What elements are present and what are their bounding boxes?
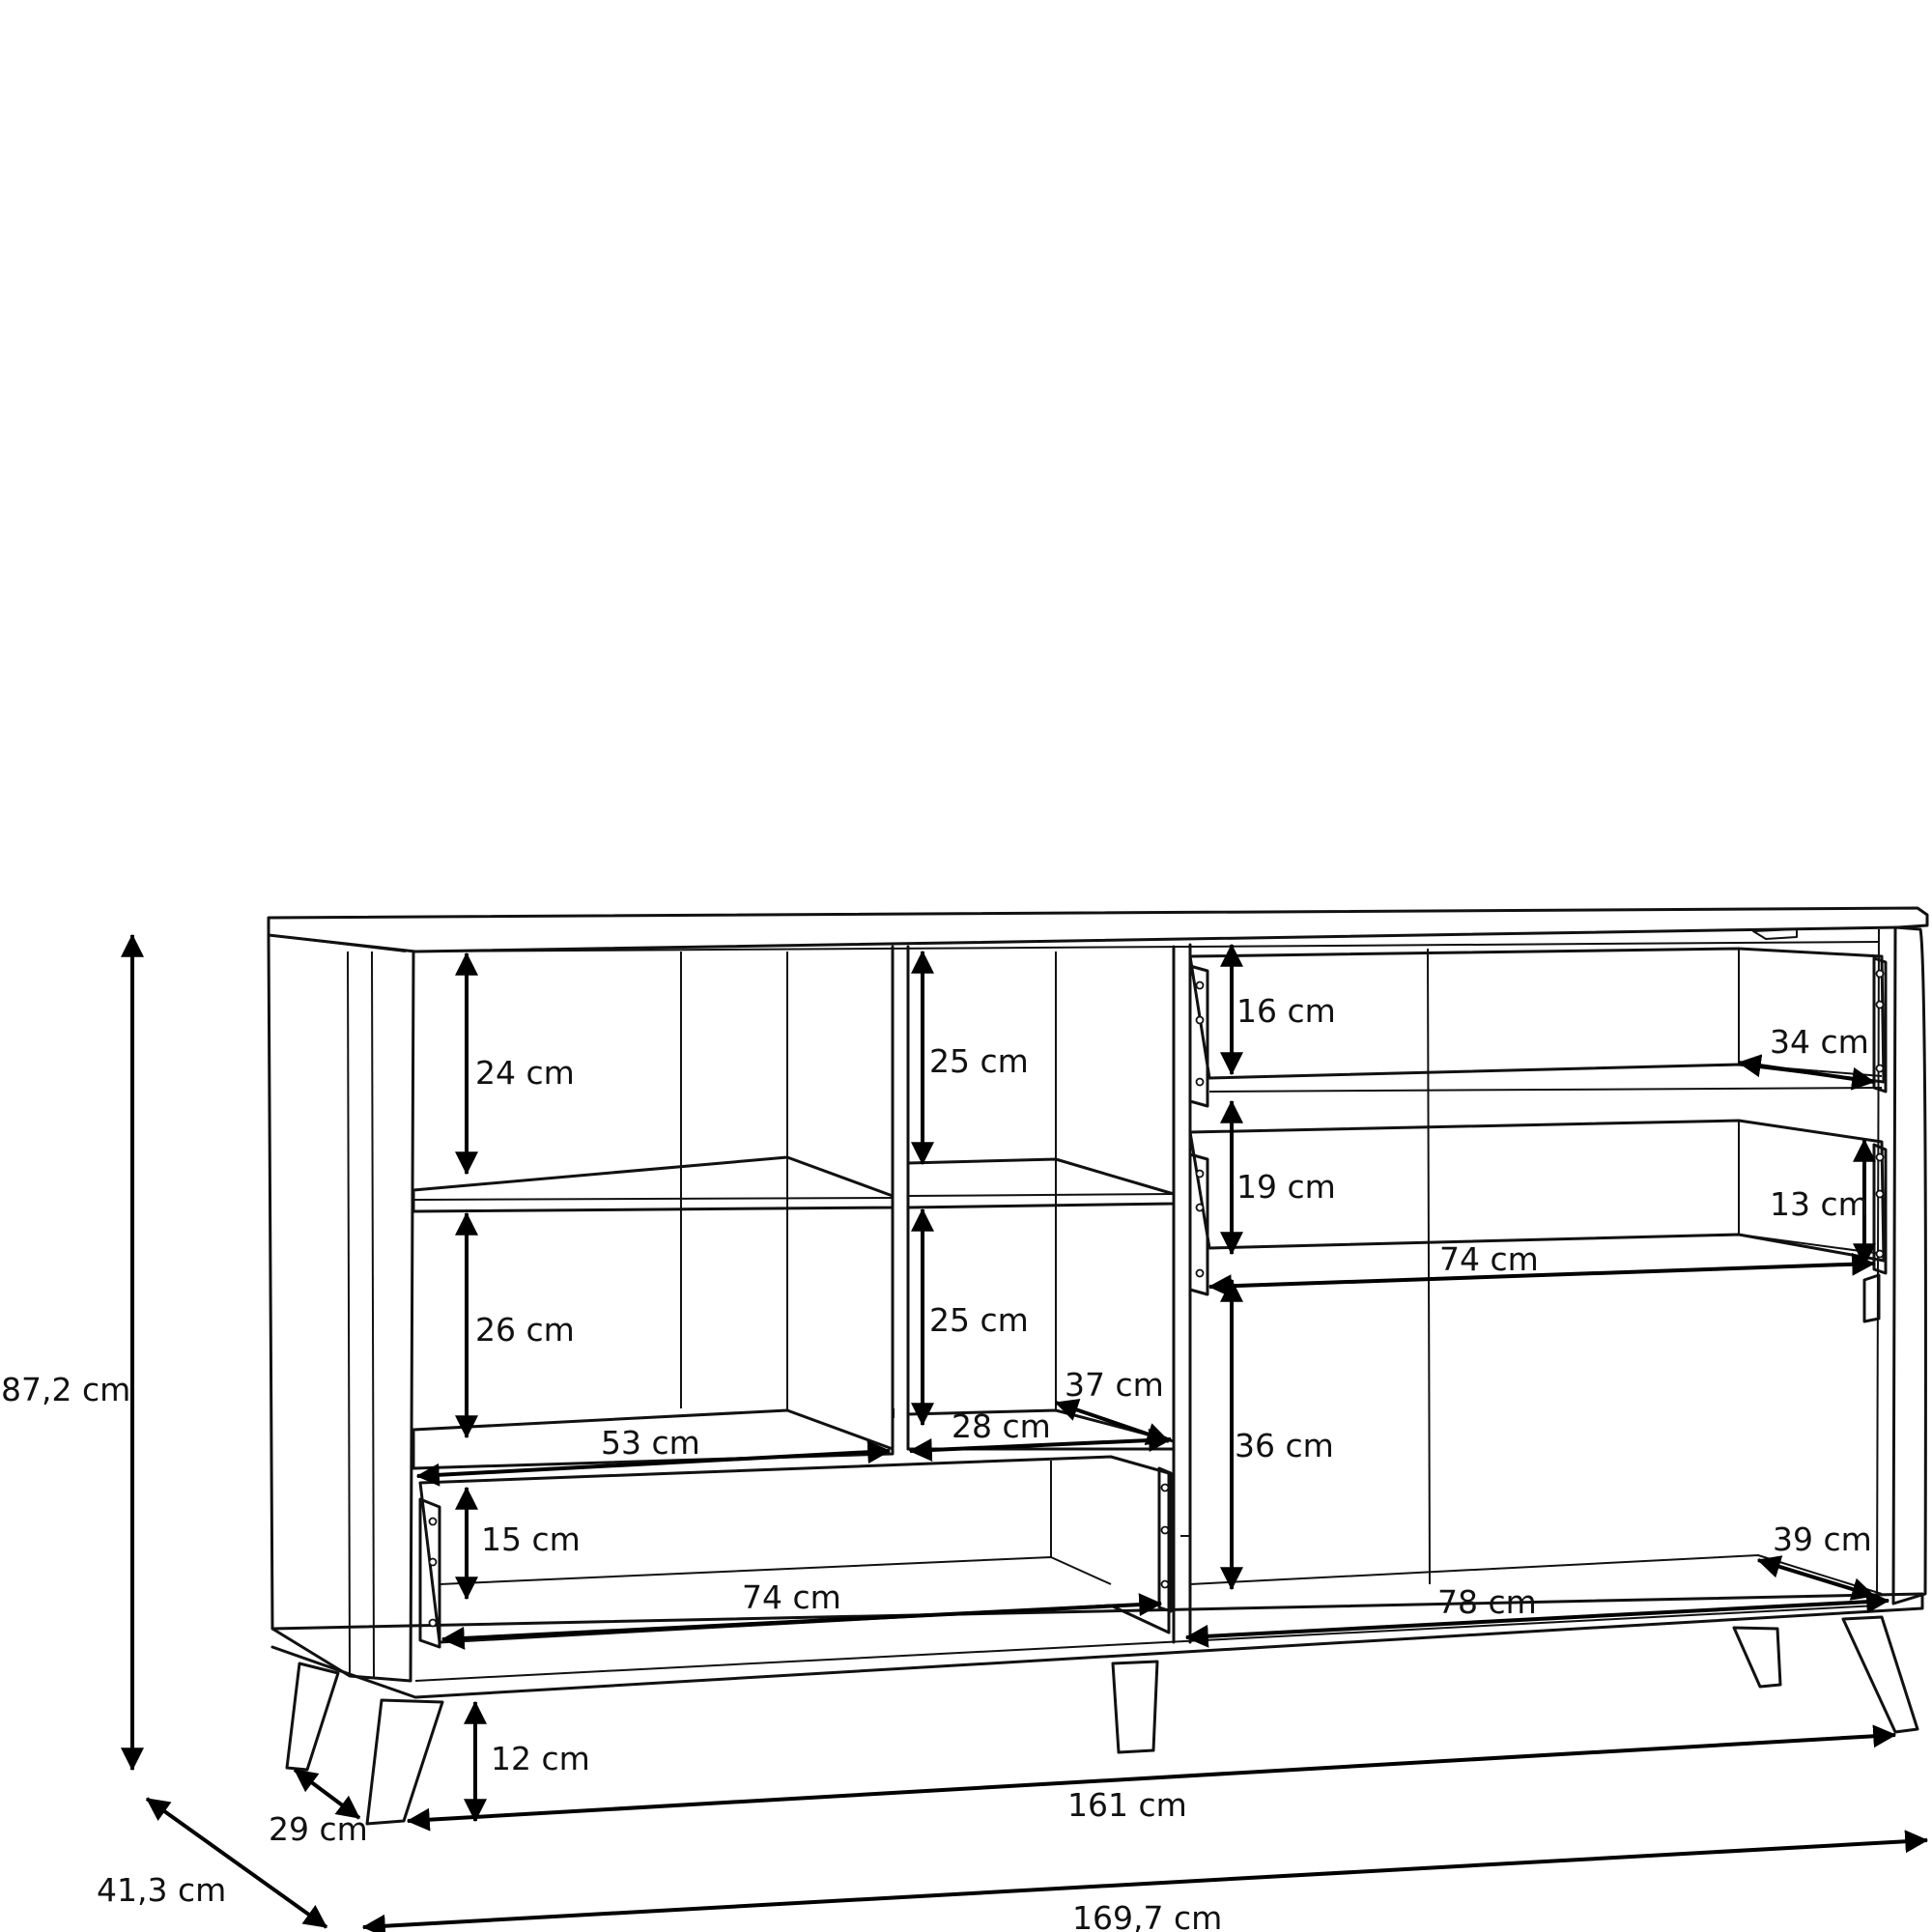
left-side-panel xyxy=(269,935,413,1681)
middle-compartment-depth-label: 37 cm xyxy=(1065,1366,1164,1404)
interior-structure xyxy=(413,942,1879,1642)
middle-compartment-depth-arrow xyxy=(1056,1403,1169,1441)
bottom-drawer-height-label: 15 cm xyxy=(481,1520,581,1558)
overall-width-label: 169,7 cm xyxy=(1072,1899,1223,1932)
leg-span-width-label: 161 cm xyxy=(1067,1786,1187,1824)
middle-compartment-width-label: 28 cm xyxy=(952,1407,1051,1445)
right-compartment-width-label: 78 cm xyxy=(1437,1583,1537,1621)
leg-depth-label: 29 cm xyxy=(269,1810,368,1848)
left-compartment-width-label: 53 cm xyxy=(601,1424,700,1462)
overall-depth-label: 41,3 cm xyxy=(97,1871,227,1909)
second-drawer-inner-height-label: 13 cm xyxy=(1770,1185,1869,1223)
bottom-plinth xyxy=(272,1594,1922,1697)
top-drawer-height-label: 16 cm xyxy=(1236,992,1336,1030)
second-drawer-width-label: 74 cm xyxy=(1439,1240,1539,1278)
right-compartment-height-label: 36 cm xyxy=(1235,1427,1334,1464)
top-drawer-depth-label: 34 cm xyxy=(1770,1023,1869,1061)
right-compartment-depth-label: 39 cm xyxy=(1773,1520,1872,1558)
middle-lower-shelf-height-label: 25 cm xyxy=(929,1301,1029,1339)
middle-upper-shelf-height-label: 25 cm xyxy=(929,1042,1029,1080)
overall-height-label: 87,2 cm xyxy=(1,1371,131,1408)
right-compartment-depth-arrow xyxy=(1758,1560,1874,1596)
top-panel xyxy=(269,908,1927,952)
leg-height-label: 12 cm xyxy=(491,1740,590,1777)
second-drawer-width-arrow xyxy=(1209,1264,1874,1287)
second-drawer-height-label: 19 cm xyxy=(1236,1168,1336,1206)
bottom-drawer-width-label: 74 cm xyxy=(742,1578,841,1616)
top-drawer-depth-arrow xyxy=(1739,1063,1874,1082)
left-lower-shelf-height-label: 26 cm xyxy=(475,1311,575,1349)
left-upper-shelf-height-label: 24 cm xyxy=(475,1054,575,1092)
